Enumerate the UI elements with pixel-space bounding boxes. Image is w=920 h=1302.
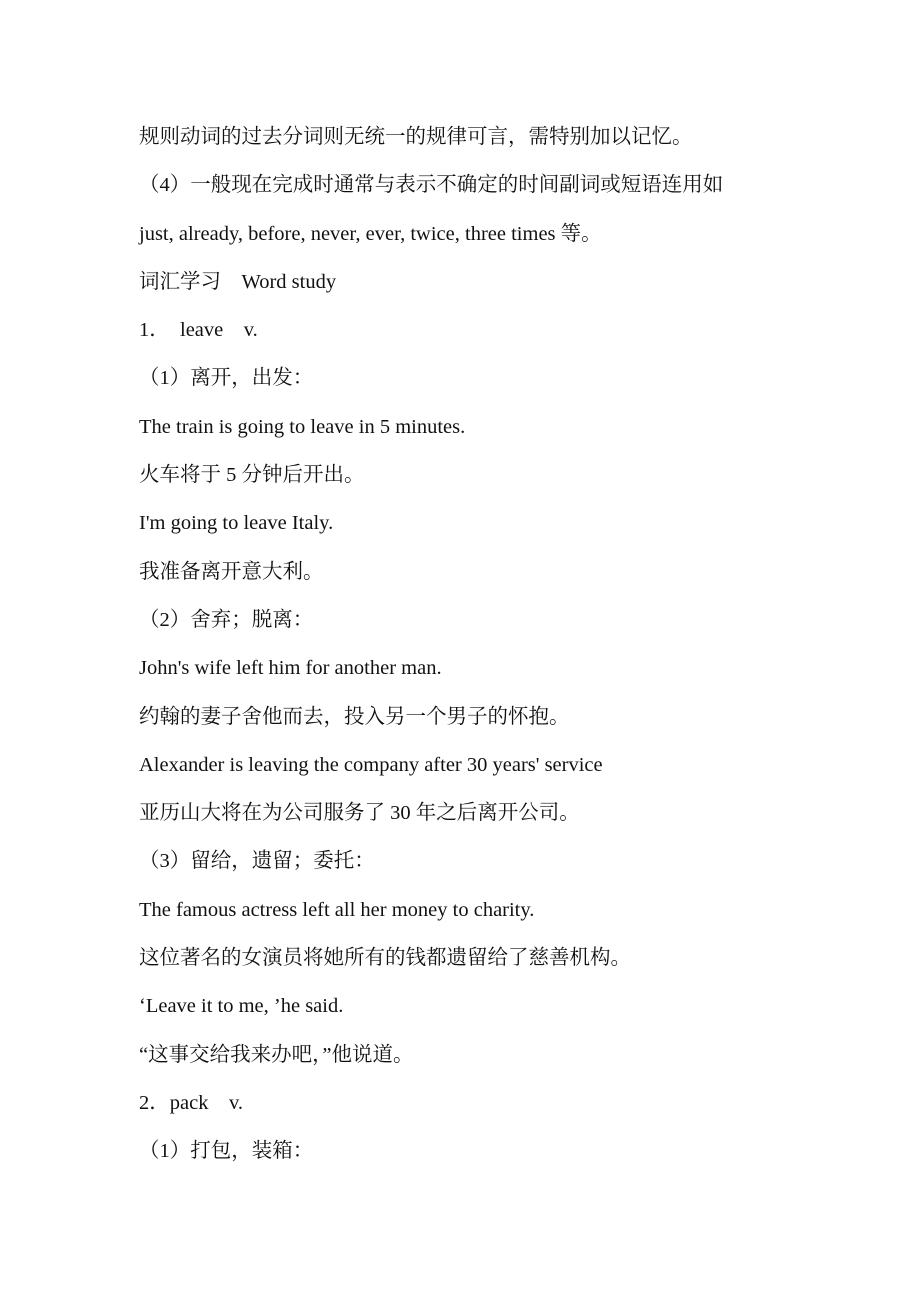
section-heading-word-study: 词汇学习 Word study: [139, 270, 337, 293]
vocab-entry-pack: 2．pack v.: [139, 1091, 243, 1114]
adverb-examples-line: just, already, before, never, ever, twice, three times 等。: [139, 222, 602, 245]
sense-heading-1: （1）离开，出发：: [139, 367, 314, 390]
grammar-rule-4-line: （4）一般现在完成时通常与表示不确定的时间副词或短语连用如: [139, 174, 724, 197]
sense-heading-2: （2）舍弃；脱离：: [139, 608, 314, 631]
example-chinese: 火车将于 5 分钟后开出。: [139, 464, 365, 487]
sense-heading-3: （3）留给，遗留；委托：: [139, 850, 375, 873]
vocab-entry-leave: 1． leave v.: [139, 319, 258, 342]
grammar-note-line: 规则动词的过去分词则无统一的规律可言，需特别加以记忆。: [139, 126, 693, 148]
example-chinese: 亚历山大将在为公司服务了 30 年之后离开公司。: [139, 802, 580, 825]
example-chinese: “这事交给我来办吧，”他说道。: [139, 1043, 414, 1066]
example-chinese: 我准备离开意大利。: [139, 560, 324, 583]
example-english: Alexander is leaving the company after 30 years' service: [139, 753, 603, 776]
example-english: The famous actress left all her money to charity.: [139, 898, 535, 921]
document-body: [139, 113, 839, 1176]
sense-heading-1: （1）打包，装箱：: [139, 1140, 314, 1163]
example-english: I'm going to leave Italy.: [139, 512, 334, 535]
example-english: John's wife left him for another man.: [139, 657, 442, 680]
example-english: ‘Leave it to me, ’he said.: [139, 995, 344, 1018]
example-chinese: 这位著名的女演员将她所有的钱都遗留给了慈善机构。: [139, 947, 631, 970]
example-english: The train is going to leave in 5 minutes.: [139, 415, 466, 438]
example-chinese: 约翰的妻子舍他而去，投入另一个男子的怀抱。: [139, 705, 570, 728]
